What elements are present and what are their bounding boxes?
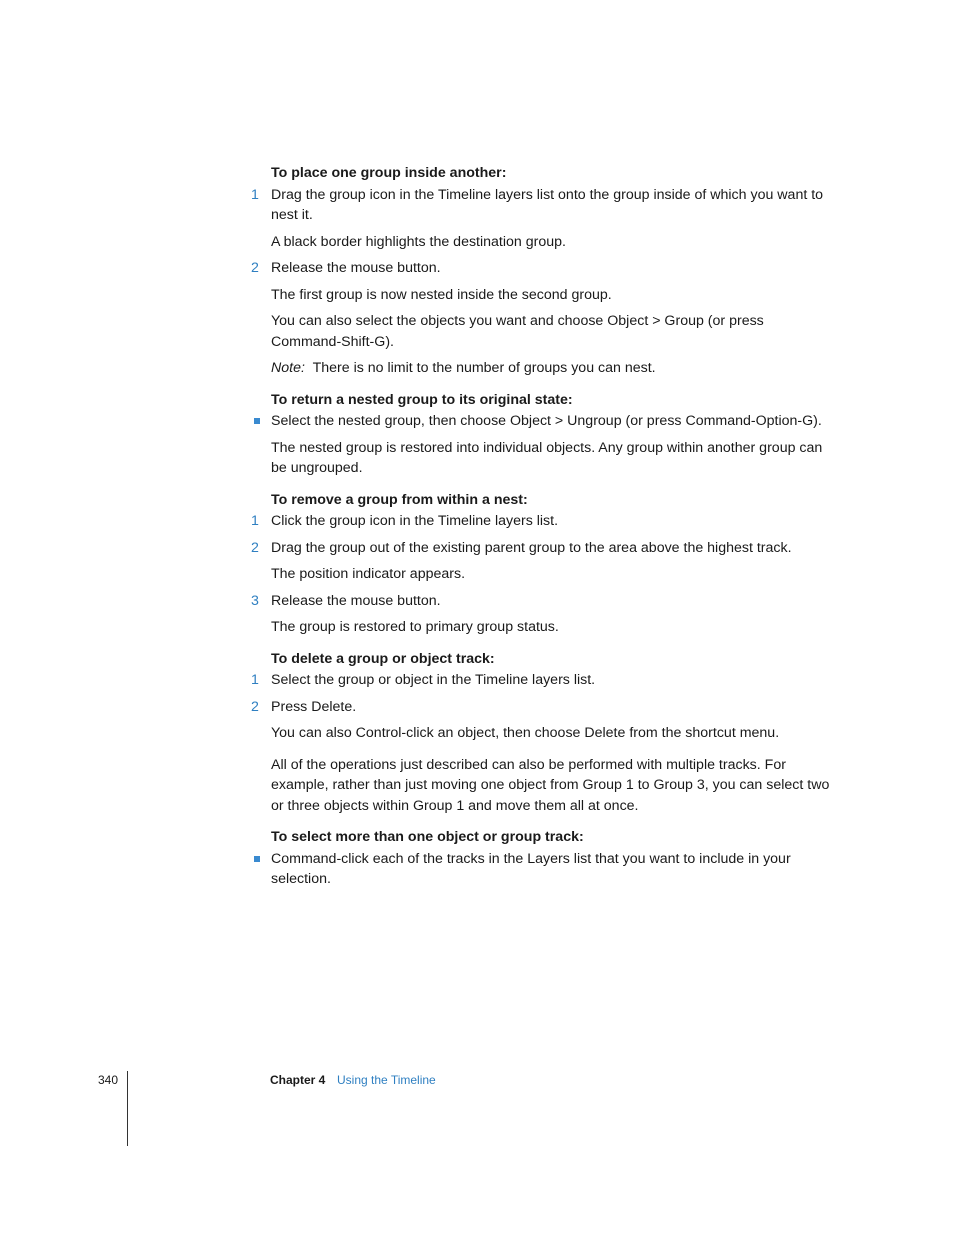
step-number: 1 [251, 186, 259, 203]
section-heading: To place one group inside another: [271, 165, 507, 181]
step-text: Release the mouse button. [271, 260, 441, 276]
footer-divider [127, 1071, 128, 1146]
section-heading: To delete a group or object track: [271, 650, 495, 667]
note-label: Note: [271, 360, 305, 376]
paragraph: All of the operations just described can also be performed with multiple tracks. For example, rather than just moving one object from Group 1 to Group 3, you can select two or three objects within Group 1 and move them all at once. [271, 756, 830, 814]
step-number: 2 [251, 698, 259, 715]
step-number: 2 [251, 260, 259, 276]
section-heading: To remove a group from within a nest: [271, 491, 528, 508]
paragraph: The position indicator appears. [271, 566, 466, 582]
step-number: 1 [251, 513, 259, 529]
step-item [251, 697, 831, 718]
page-content [251, 163, 831, 896]
step-item [251, 258, 831, 279]
paragraph: You can also select the objects you want and choose Object > Group (or press Command-Shift-G). [271, 313, 764, 350]
paragraph: The nested group is restored into individual objects. Any group within another group can be ungrouped. [271, 439, 823, 476]
step-item [251, 511, 831, 532]
bullet-item [271, 411, 831, 432]
bullet-text: Command-click each of the tracks in the Layers list that you want to include in your selection. [271, 850, 791, 887]
step-text: Press Delete. [271, 698, 357, 715]
step-item [251, 670, 831, 691]
step-item [251, 185, 831, 226]
step-text: Click the group icon in the Timeline layers list. [271, 513, 559, 529]
chapter-label: Chapter 4 [270, 1073, 326, 1087]
step-number: 2 [251, 539, 259, 556]
note-text: There is no limit to the number of groups you can nest. [312, 360, 656, 376]
paragraph: The first group is now nested inside the second group. [271, 286, 612, 303]
paragraph: A black border highlights the destination group. [271, 233, 566, 250]
step-number: 1 [251, 672, 259, 688]
section-heading: To return a nested group to its original state: [271, 391, 573, 408]
paragraph: You can also Control-click an object, then choose Delete from the shortcut menu. [271, 725, 780, 741]
chapter-title-link[interactable]: Using the Timeline [337, 1073, 436, 1087]
step-number: 3 [251, 592, 259, 609]
bullet-text: Select the nested group, then choose Object > Ungroup (or press Command-Option-G). [271, 413, 822, 429]
bullet-square-icon [254, 418, 260, 424]
bullet-square-icon [254, 856, 260, 862]
step-text: Select the group or object in the Timeline layers list. [271, 672, 596, 688]
section-heading: To select more than one object or group track: [271, 829, 584, 845]
step-text: Drag the group icon in the Timeline layers list onto the group inside of which you want to nest it. [271, 186, 824, 223]
bullet-item [271, 849, 831, 890]
step-text: Release the mouse button. [271, 592, 441, 609]
page-number: 340 [98, 1073, 119, 1087]
paragraph: The group is restored to primary group status. [271, 619, 559, 635]
note [271, 358, 831, 379]
step-item [251, 591, 831, 612]
step-item [251, 538, 831, 559]
step-text: Drag the group out of the existing parent group to the area above the highest track. [271, 539, 792, 556]
